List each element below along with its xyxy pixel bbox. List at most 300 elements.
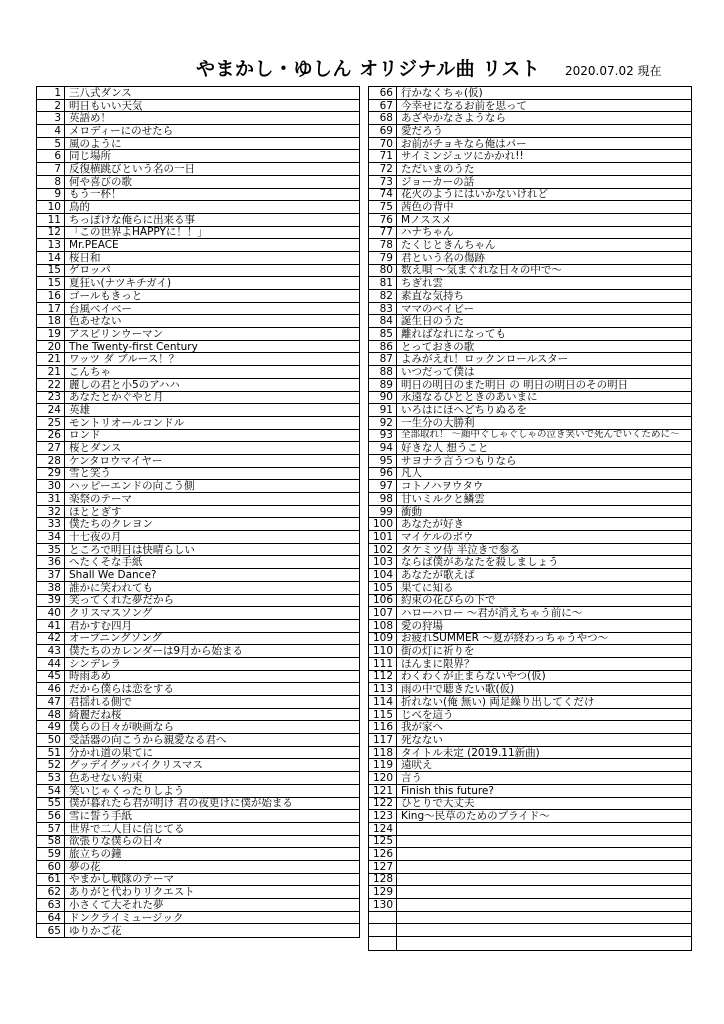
- song-title: King～民草のためのプライド～: [401, 810, 550, 823]
- song-row: [369, 353, 691, 366]
- song-number: 98: [369, 493, 397, 505]
- song-title: 夢の花: [69, 860, 101, 873]
- song-number: 126: [369, 848, 397, 860]
- song-number: 106: [369, 595, 397, 607]
- song-number: 104: [369, 569, 397, 581]
- song-title: ロンド: [69, 429, 101, 442]
- song-row: [37, 696, 359, 709]
- song-number: 124: [369, 823, 397, 835]
- song-title: サヨナラ言うつもりなら: [401, 454, 517, 467]
- song-number: 113: [369, 683, 397, 695]
- song-number: 61: [37, 874, 65, 886]
- song-number: 59: [37, 848, 65, 860]
- song-row: [37, 709, 359, 722]
- song-row: [369, 252, 691, 265]
- song-number: 38: [37, 582, 65, 594]
- song-row: [37, 506, 359, 519]
- song-number: 82: [369, 290, 397, 302]
- song-number: 55: [37, 798, 65, 810]
- song-row: [37, 392, 359, 405]
- song-number: 111: [369, 658, 397, 670]
- song-number: 29: [37, 468, 65, 480]
- song-number: 60: [37, 861, 65, 873]
- song-number: 69: [369, 125, 397, 137]
- song-title: ならば僕があなたを殺しましょう: [401, 556, 559, 569]
- song-title: 僕たちのクレヨン: [69, 518, 153, 531]
- song-title: 旅立ちの鐘: [69, 848, 122, 861]
- song-number: 71: [369, 150, 397, 162]
- song-title: ゆりかご花: [69, 924, 122, 937]
- song-number: 75: [369, 201, 397, 213]
- page-title: やまかし・ゆしん オリジナル曲 リスト: [196, 58, 541, 80]
- song-title: 英語め！: [69, 112, 111, 125]
- song-row: [369, 531, 691, 544]
- song-title: 楽祭のテーマ: [69, 492, 132, 505]
- song-row: [37, 861, 359, 874]
- song-number: 100: [369, 518, 397, 530]
- song-title: 全部取れ！ ～顔中ぐしゃぐしゃの泣き笑いで死んでいくために～: [401, 429, 680, 441]
- song-number: 97: [369, 480, 397, 492]
- song-title: ママのベイビー: [401, 302, 475, 315]
- song-number: 81: [369, 277, 397, 289]
- song-row: [37, 734, 359, 747]
- song-row: [369, 239, 691, 252]
- song-row: [37, 848, 359, 861]
- song-title: もう一杯！: [69, 188, 122, 201]
- song-number: 112: [369, 671, 397, 683]
- song-row: [369, 747, 691, 760]
- song-number: 44: [37, 658, 65, 670]
- song-title: へたくそな手紙: [69, 556, 143, 569]
- song-row: [37, 239, 359, 252]
- song-list-left: [36, 86, 360, 938]
- song-title: ハローハロー ～君が消えちゃう前に～: [401, 607, 583, 620]
- song-number: 28: [37, 455, 65, 467]
- song-title: 永遠なるひとときのあいまに: [401, 391, 538, 404]
- song-row: [369, 595, 691, 608]
- song-title: 甘いミルクと鱗雲: [401, 492, 485, 505]
- song-number: 6: [37, 150, 65, 162]
- song-number: 34: [37, 531, 65, 543]
- song-title: わくわくが止まらないやつ(仮): [401, 670, 546, 683]
- song-number: 109: [369, 633, 397, 645]
- song-row: [369, 912, 691, 925]
- song-row: [37, 759, 359, 772]
- song-number: 129: [369, 886, 397, 898]
- song-title: 街の灯に祈りを: [401, 645, 475, 658]
- song-title: ほんまに限界？: [401, 657, 475, 670]
- song-number: 13: [37, 239, 65, 251]
- song-title: 何や喜びの歌: [69, 175, 132, 188]
- song-title: 夏狂い(ナツキチガイ): [69, 277, 172, 290]
- song-title: モントリオールコンドル: [69, 416, 185, 429]
- song-row: [369, 810, 691, 823]
- song-row: [369, 480, 691, 493]
- song-number: 37: [37, 569, 65, 581]
- song-row: [37, 265, 359, 278]
- song-row: [37, 721, 359, 734]
- song-number: 123: [369, 810, 397, 822]
- song-row: [37, 315, 359, 328]
- song-row: [369, 201, 691, 214]
- song-title: ただいまのうた: [401, 162, 475, 175]
- song-row: [369, 265, 691, 278]
- song-row: [369, 556, 691, 569]
- song-row: [37, 658, 359, 671]
- song-row: [369, 277, 691, 290]
- song-number: 5: [37, 138, 65, 150]
- song-row: [37, 493, 359, 506]
- song-title: 笑いじゃくったりしよう: [69, 784, 185, 797]
- song-number: 86: [369, 341, 397, 353]
- song-number: 15: [37, 265, 65, 277]
- song-number: 117: [369, 734, 397, 746]
- song-row: [37, 150, 359, 163]
- song-number: 125: [369, 836, 397, 848]
- song-row: [369, 709, 691, 722]
- song-number: 41: [37, 620, 65, 632]
- song-title: ケンタロウマイヤー: [69, 454, 163, 467]
- song-number: 14: [37, 252, 65, 264]
- song-row: [369, 823, 691, 836]
- song-number: 130: [369, 899, 397, 911]
- song-number: 24: [37, 404, 65, 416]
- song-number: 88: [369, 366, 397, 378]
- song-number: 2: [37, 100, 65, 112]
- song-number: 83: [369, 303, 397, 315]
- song-title: 明日もいい天気: [69, 99, 143, 112]
- as-of-date: 2020.07.02 現在: [565, 64, 662, 78]
- song-row: [37, 785, 359, 798]
- song-title: アスピリンウーマン: [69, 327, 164, 340]
- song-title: 果てに知る: [401, 581, 454, 594]
- song-title: 衝動: [401, 505, 422, 518]
- song-row: [369, 544, 691, 557]
- song-row: [37, 430, 359, 443]
- song-title: 誰かに笑われても: [69, 581, 153, 594]
- song-row: [369, 468, 691, 481]
- song-title: 桜日和: [69, 251, 101, 264]
- song-title: サイミンジュツにかかれ!!: [401, 150, 524, 163]
- song-title: 我が家へ: [401, 721, 443, 734]
- song-row: [369, 87, 691, 100]
- song-row: [369, 582, 691, 595]
- song-row: [369, 772, 691, 785]
- song-row: [369, 607, 691, 620]
- song-title: 「この世界よHAPPYに！！」: [69, 226, 208, 239]
- song-number: 20: [37, 341, 65, 353]
- song-title: 僕が暮れたら君が明け 君の夜更けに僕が始まる: [69, 797, 293, 810]
- song-title: タケミツ侍 半泣きで参る: [401, 543, 520, 556]
- song-title: とっておきの歌: [401, 340, 475, 353]
- song-number: 10: [37, 201, 65, 213]
- song-title: 花火のようにはいかないけれど: [401, 188, 548, 201]
- song-title: 行かなくちゃ(仮): [401, 86, 483, 99]
- song-row: [369, 328, 691, 341]
- song-row: [37, 886, 359, 899]
- song-number: 7: [37, 163, 65, 175]
- song-number: 46: [37, 683, 65, 695]
- song-number: 33: [37, 518, 65, 530]
- song-row: [37, 353, 359, 366]
- song-title: あなたとかぐやと月: [69, 391, 164, 404]
- song-number: 65: [37, 924, 65, 937]
- song-title: よみがえれ！ロックンロールスター: [401, 353, 569, 366]
- song-number: 67: [369, 100, 397, 112]
- song-row: [369, 392, 691, 405]
- song-row: [37, 671, 359, 684]
- song-number: 16: [37, 290, 65, 302]
- song-row: [37, 569, 359, 582]
- song-row: [369, 518, 691, 531]
- song-number: 93: [369, 430, 397, 442]
- song-number: 72: [369, 163, 397, 175]
- song-row: [369, 506, 691, 519]
- song-title: 同じ場所: [69, 150, 111, 163]
- song-number: 94: [369, 442, 397, 454]
- song-title: 凡人: [401, 467, 422, 480]
- song-title: 君かすむ四月: [69, 619, 132, 632]
- song-number: 102: [369, 544, 397, 556]
- song-title: Mノススメ: [401, 213, 452, 226]
- song-number: 56: [37, 810, 65, 822]
- song-title: ゴールもきっと: [69, 289, 143, 302]
- song-number: 68: [369, 112, 397, 124]
- song-title: 僕らの日々が映画なら: [69, 721, 174, 734]
- song-number: 76: [369, 214, 397, 226]
- song-number: 3: [37, 112, 65, 124]
- song-row: [37, 201, 359, 214]
- song-title: 君という名の傷跡: [401, 251, 485, 264]
- song-number: 53: [37, 772, 65, 784]
- song-number: 92: [369, 417, 397, 429]
- song-row: [37, 899, 359, 912]
- song-title: ドンクライミュージック: [69, 911, 184, 924]
- song-row: [369, 163, 691, 176]
- song-row: [37, 252, 359, 265]
- song-title: 今幸せになるお前を思って: [401, 99, 527, 112]
- song-row: [37, 823, 359, 836]
- song-row: [37, 531, 359, 544]
- song-title: ゲロッパ: [69, 264, 111, 277]
- song-title: 雨の中で聴きたい歌(仮): [401, 683, 515, 696]
- song-row: [369, 227, 691, 240]
- song-row: [369, 696, 691, 709]
- song-row: [37, 417, 359, 430]
- song-row: [37, 189, 359, 202]
- song-title: 素直な気持ち: [401, 289, 464, 302]
- song-title: 時雨あめ: [69, 670, 111, 683]
- song-number: 31: [37, 493, 65, 505]
- song-row: [369, 798, 691, 811]
- song-number: 110: [369, 645, 397, 657]
- song-row: [37, 874, 359, 887]
- song-title: マイケルのボウ: [401, 530, 474, 543]
- song-number: 22: [37, 379, 65, 391]
- song-title: ほととぎす: [69, 505, 122, 518]
- song-row: [369, 442, 691, 455]
- song-number: 12: [37, 227, 65, 239]
- song-row: [369, 176, 691, 189]
- song-title: メロディーにのせたら: [69, 124, 174, 137]
- song-title: あざやかなさようなら: [401, 112, 506, 125]
- song-number: 18: [37, 315, 65, 327]
- song-number: 23: [37, 392, 65, 404]
- song-title: ひとりで大丈夫: [401, 797, 475, 810]
- song-row: [37, 379, 359, 392]
- song-number: 121: [369, 785, 397, 797]
- song-row: [369, 125, 691, 138]
- song-title: 台風ベイベー: [69, 302, 132, 315]
- song-row: [369, 303, 691, 316]
- song-row: [37, 366, 359, 379]
- song-title: 三八式ダンス: [69, 86, 132, 99]
- song-number: 45: [37, 671, 65, 683]
- song-title: 僕たちのカレンダーは9月から始まる: [69, 645, 243, 658]
- song-row: [37, 810, 359, 823]
- song-title: 遠吠え: [401, 759, 433, 772]
- song-number: 9: [37, 189, 65, 201]
- song-title: 愛だろう: [401, 124, 443, 137]
- song-row: [37, 214, 359, 227]
- song-number: 128: [369, 874, 397, 886]
- song-number: 62: [37, 886, 65, 898]
- song-number: 74: [369, 189, 397, 201]
- song-row: [369, 455, 691, 468]
- song-row: [369, 189, 691, 202]
- song-number: 15: [37, 277, 65, 289]
- song-title: 好きな人 想うこと: [401, 442, 489, 455]
- song-title: ところで明日は快晴らしい: [69, 543, 195, 556]
- song-title: 言う: [401, 771, 422, 784]
- song-row: [37, 303, 359, 316]
- song-row: [37, 836, 359, 849]
- song-row: [37, 544, 359, 557]
- song-number: 4: [37, 125, 65, 137]
- song-number: 116: [369, 721, 397, 733]
- song-number: 119: [369, 759, 397, 771]
- song-row: [369, 150, 691, 163]
- song-number: 8: [37, 176, 65, 188]
- song-number: 70: [369, 138, 397, 150]
- song-row: [37, 125, 359, 138]
- song-title: ちぎれ雲: [401, 277, 443, 290]
- song-row: [37, 277, 359, 290]
- song-row: [369, 214, 691, 227]
- song-title: 世界で二人目に信じてる: [69, 822, 185, 835]
- song-title: The Twenty-first Century: [69, 340, 198, 353]
- song-row: [37, 582, 359, 595]
- song-title: 数え唄 ～気まぐれな日々の中で～: [401, 264, 562, 277]
- song-number: 11: [37, 214, 65, 226]
- song-number: 36: [37, 556, 65, 568]
- song-title: 小さくて大それた夢: [69, 898, 164, 911]
- song-row: [37, 620, 359, 633]
- song-title: いろはにほへどちりぬるを: [401, 404, 527, 417]
- song-title: 折れない(俺 無い) 両足繰り出してくだけ: [401, 695, 595, 708]
- song-number: 32: [37, 506, 65, 518]
- song-row: [369, 937, 691, 950]
- song-title: ジョーカーの話: [401, 175, 475, 188]
- song-number: 54: [37, 785, 65, 797]
- song-number: 79: [369, 252, 397, 264]
- song-title: 十七夜の月: [69, 530, 122, 543]
- song-number: [369, 912, 397, 924]
- song-row: [369, 886, 691, 899]
- song-row: [37, 442, 359, 455]
- song-number: 26: [37, 430, 65, 442]
- song-row: [37, 683, 359, 696]
- song-title: こんちゃ: [69, 365, 111, 378]
- song-number: 40: [37, 607, 65, 619]
- song-title: 雪に誓う手紙: [69, 810, 132, 823]
- song-row: [369, 785, 691, 798]
- song-number: 99: [369, 506, 397, 518]
- song-number: 127: [369, 861, 397, 873]
- song-row: [37, 290, 359, 303]
- song-title: シンデレラ: [69, 657, 122, 670]
- song-row: [369, 924, 691, 937]
- song-number: 89: [369, 379, 397, 391]
- song-row: [37, 100, 359, 113]
- song-title: 約束の花びらの下で: [401, 594, 496, 607]
- song-number: 42: [37, 633, 65, 645]
- song-row: [37, 924, 359, 937]
- song-title: 明日の明日のまた明日 の 明日の明日のその明日: [401, 378, 629, 391]
- song-number: 30: [37, 480, 65, 492]
- song-number: 1: [37, 87, 65, 99]
- song-title: 死なない: [401, 733, 443, 746]
- song-title: 受話器の向こうから親愛なる君へ: [69, 733, 227, 746]
- song-title: お疲れSUMMER ～夏が終わっちゃうやつ～: [401, 632, 609, 645]
- song-number: 50: [37, 734, 65, 746]
- song-row: [37, 468, 359, 481]
- song-number: 105: [369, 582, 397, 594]
- song-title: 桜とダンス: [69, 442, 122, 455]
- song-row: [369, 734, 691, 747]
- song-title: 色あせない約束: [69, 771, 143, 784]
- song-number: 73: [369, 176, 397, 188]
- song-row: [369, 683, 691, 696]
- song-title: 鳥的: [69, 201, 90, 214]
- song-row: [37, 341, 359, 354]
- song-row: [369, 899, 691, 912]
- song-row: [369, 100, 691, 113]
- song-row: [37, 556, 359, 569]
- song-number: 91: [369, 404, 397, 416]
- song-row: [369, 430, 691, 443]
- song-list-right: [368, 86, 692, 951]
- song-title: 君揺れる側で: [69, 695, 132, 708]
- song-title: 笑ってくれた夢だから: [69, 594, 174, 607]
- song-number: 57: [37, 823, 65, 835]
- song-number: 27: [37, 442, 65, 454]
- song-row: [369, 620, 691, 633]
- song-row: [369, 404, 691, 417]
- song-row: [37, 607, 359, 620]
- song-title: クリスマスソング: [69, 607, 153, 620]
- song-title: ありがと代わりリクエスト: [69, 886, 195, 899]
- song-number: 21: [37, 366, 65, 378]
- song-number: 103: [369, 556, 397, 568]
- song-row: [369, 861, 691, 874]
- song-number: [369, 924, 397, 936]
- song-number: 114: [369, 696, 397, 708]
- song-number: 77: [369, 227, 397, 239]
- song-title: 離ればなれになっても: [401, 327, 506, 340]
- song-title: 愛の狩場: [401, 619, 443, 632]
- song-number: 115: [369, 709, 397, 721]
